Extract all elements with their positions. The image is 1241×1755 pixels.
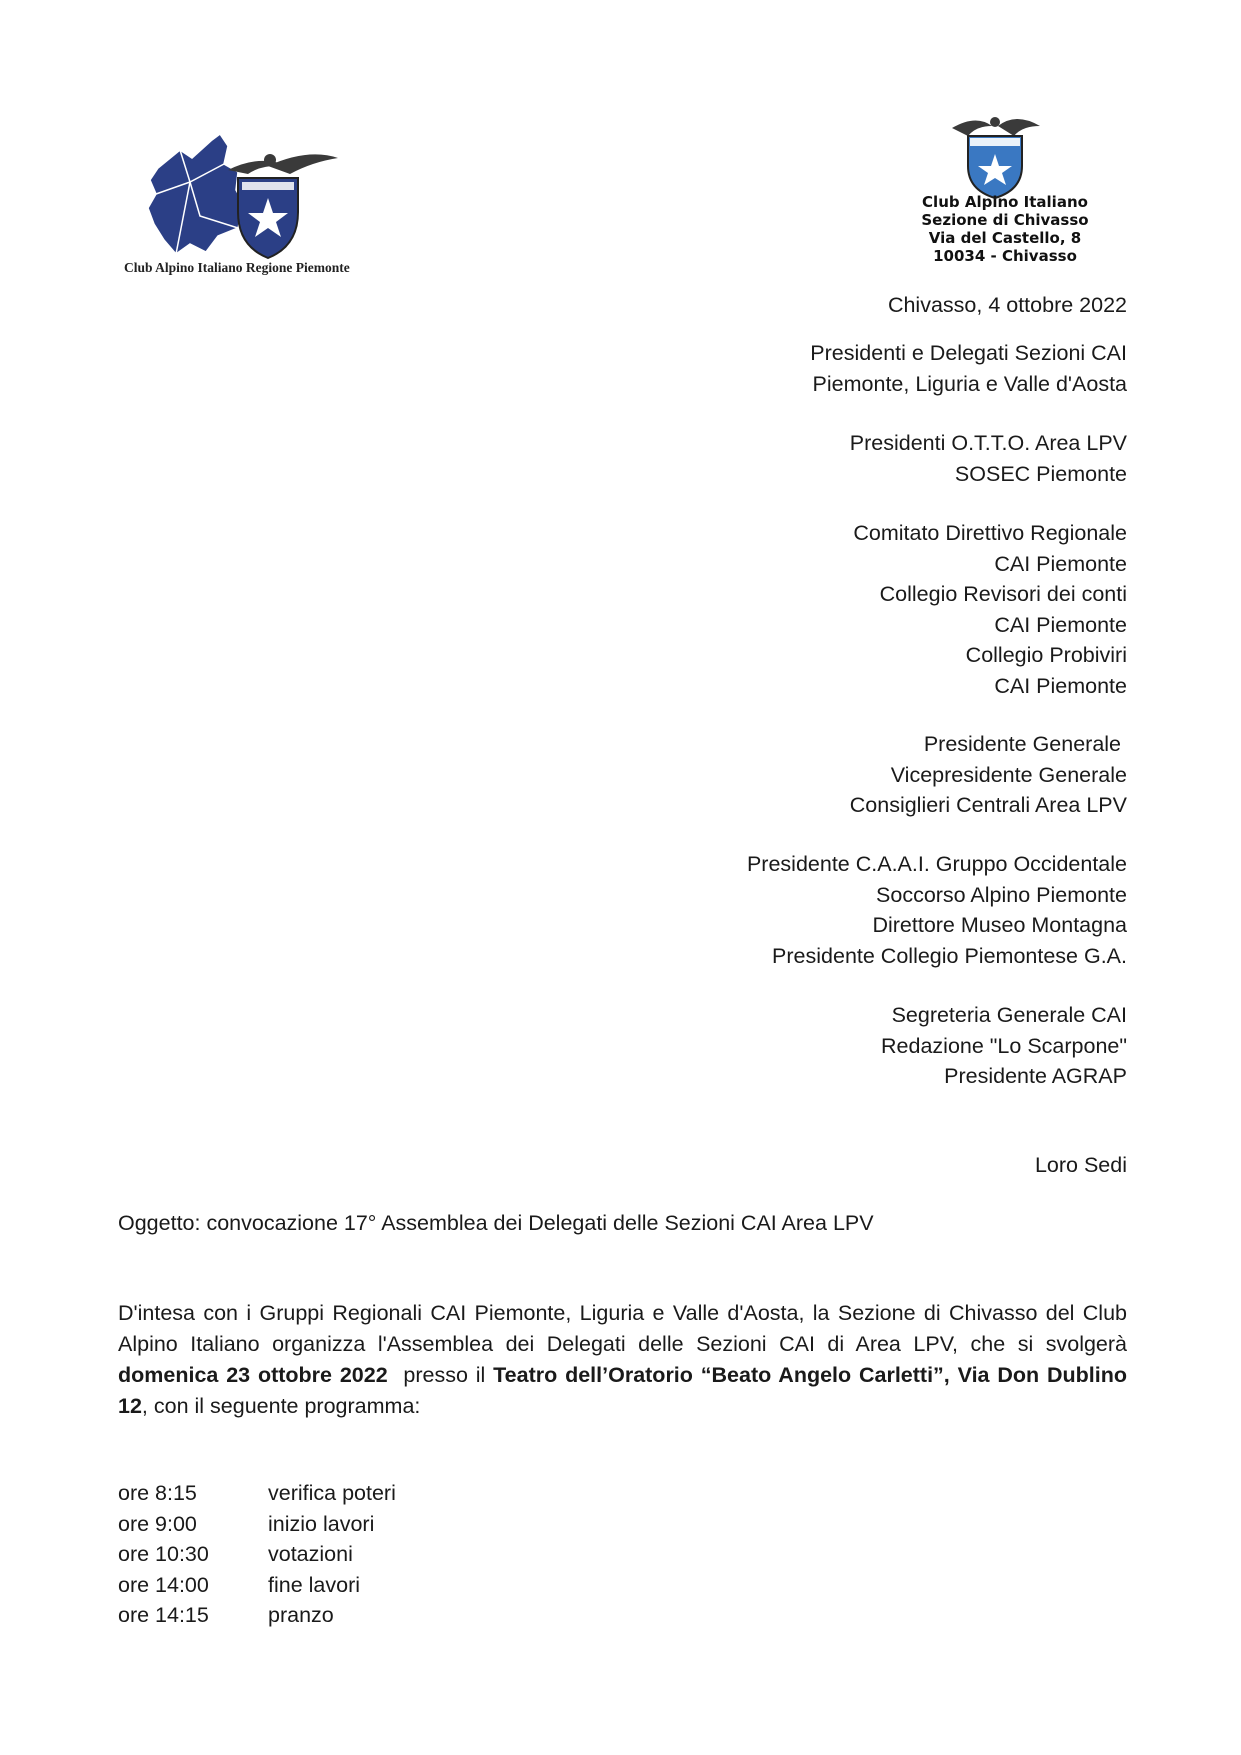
schedule-activity: inizio lavori bbox=[268, 1511, 375, 1536]
schedule-time: ore 9:00 bbox=[118, 1511, 197, 1536]
recipient-line: Soccorso Alpino Piemonte bbox=[876, 882, 1127, 907]
schedule-time: ore 8:15 bbox=[118, 1481, 197, 1505]
logo-left-caption: Club Alpino Italiano Regione Piemonte bbox=[124, 260, 350, 275]
recipient-line: Presidente Collegio Piemontese G.A. bbox=[772, 943, 1127, 968]
recipient-group bbox=[881, 1000, 1127, 1092]
schedule-row bbox=[118, 1570, 396, 1601]
loro-sedi: Loro Sedi bbox=[1034, 1153, 1127, 1177]
recipient-line: Presidente AGRAP bbox=[944, 1064, 1127, 1088]
recipient-line: Redazione "Lo Scarpone" bbox=[881, 1033, 1127, 1058]
recipient-group bbox=[853, 518, 1127, 701]
recipient-line: Piemonte, Liguria e Valle d'Aosta bbox=[812, 371, 1127, 396]
cai-eagle-emblem-icon bbox=[930, 110, 1060, 200]
recipient-line: Comitato Direttivo Regionale bbox=[853, 521, 1127, 545]
schedule-activity: pranzo bbox=[268, 1603, 334, 1627]
schedule-activity: votazioni bbox=[268, 1542, 353, 1566]
recipient-line: Presidenti O.T.T.O. Area LPV bbox=[849, 431, 1127, 455]
recipient-line: CAI Piemonte bbox=[994, 612, 1127, 637]
sender-address bbox=[880, 193, 1130, 265]
cai-piemonte-logo bbox=[120, 120, 370, 280]
body-text: presso il bbox=[387, 1363, 494, 1387]
schedule-activity: verifica poteri bbox=[268, 1481, 396, 1505]
piemonte-map-logo-icon bbox=[120, 120, 370, 260]
subject-line: Oggetto: convocazione 17° Assemblea dei Delegati delle Sezioni CAI Area LPV bbox=[118, 1211, 874, 1235]
schedule-row bbox=[118, 1600, 396, 1631]
event-place: Teatro dell’Oratorio “Beato Angelo Carletti”, Via Don Dublino 12 bbox=[118, 1363, 1127, 1418]
sender-line: Sezione di Chivasso bbox=[921, 211, 1089, 229]
schedule-time: ore 10:30 bbox=[118, 1542, 209, 1566]
recipient-line: Consiglieri Centrali Area LPV bbox=[849, 793, 1127, 817]
loro-sedi-block bbox=[1035, 1150, 1127, 1181]
recipient-group bbox=[850, 729, 1127, 821]
body-paragraph bbox=[118, 1298, 1127, 1422]
event-date: domenica 23 ottobre 2022 bbox=[118, 1363, 388, 1387]
recipient-line: CAI Piemonte bbox=[994, 673, 1127, 698]
recipient-group bbox=[850, 428, 1127, 489]
cai-chivasso-logo bbox=[930, 110, 1060, 200]
schedule-time: ore 14:00 bbox=[118, 1572, 209, 1597]
schedule-time: ore 14:15 bbox=[118, 1603, 209, 1627]
recipient-group bbox=[747, 849, 1127, 971]
schedule-list bbox=[118, 1478, 396, 1631]
date-line-block bbox=[888, 290, 1127, 321]
body-text: , con il seguente programma: bbox=[141, 1394, 421, 1418]
recipient-line: Collegio Revisori dei conti bbox=[879, 582, 1127, 606]
sender-line: Via del Castello, 8 bbox=[928, 229, 1082, 247]
recipient-line: Collegio Probiviri bbox=[965, 643, 1127, 667]
schedule-row bbox=[118, 1509, 396, 1540]
schedule-activity: fine lavori bbox=[268, 1572, 361, 1597]
recipient-line: Presidenti e Delegati Sezioni CAI bbox=[810, 341, 1127, 365]
recipient-group bbox=[810, 338, 1127, 399]
schedule-row bbox=[118, 1478, 396, 1509]
recipient-line: Presidente C.A.A.I. Gruppo Occidentale bbox=[746, 852, 1127, 876]
recipient-line: Presidente Generale bbox=[923, 732, 1127, 756]
recipient-line: CAI Piemonte bbox=[994, 551, 1127, 576]
recipient-line: Segreteria Generale CAI bbox=[891, 1003, 1127, 1027]
date-line: Chivasso, 4 ottobre 2022 bbox=[887, 293, 1127, 317]
schedule-row bbox=[118, 1539, 396, 1570]
sender-line: 10034 - Chivasso bbox=[933, 247, 1077, 265]
recipient-line: Vicepresidente Generale bbox=[890, 762, 1127, 787]
recipient-line: SOSEC Piemonte bbox=[954, 461, 1127, 486]
sender-line: Club Alpino Italiano bbox=[922, 193, 1088, 211]
recipient-line: Direttore Museo Montagna bbox=[872, 913, 1127, 937]
body-text: D'intesa con i Gruppi Regionali CAI Piemonte, Liguria e Valle d'Aosta, la Sezione di Chivasso del Club Alpino Italiano organizza l'Assemblea dei Delegati delle Sezioni CAI di Area LPV, che si svolgerà bbox=[118, 1301, 1127, 1356]
